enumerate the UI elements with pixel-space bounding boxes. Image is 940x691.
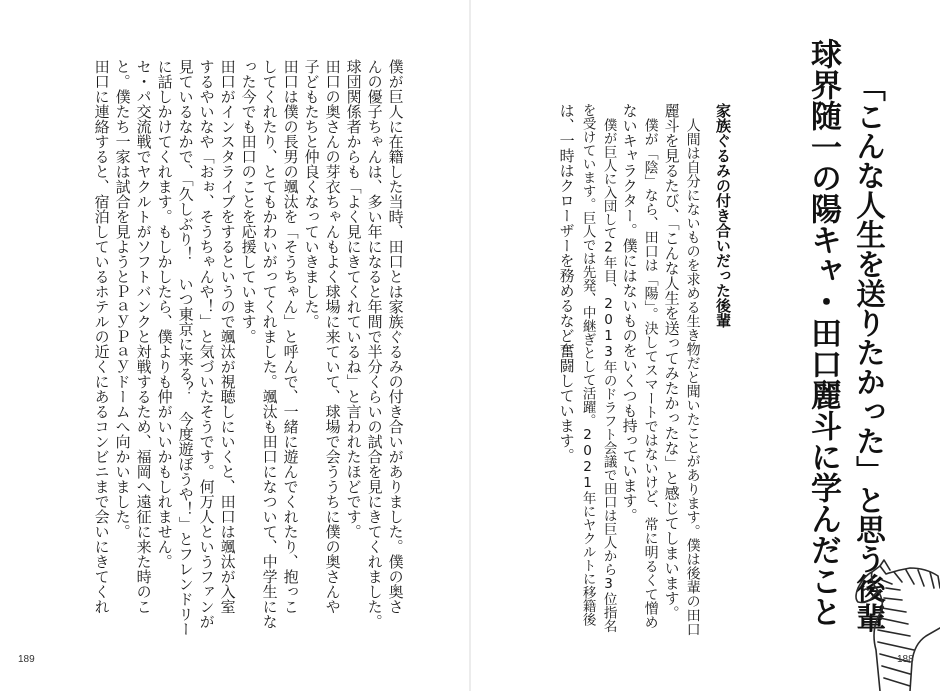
right-text-line-6: を受けています。巨人では先発、中継ぎとして活躍。2021年にヤクルトに移籍後	[579, 103, 596, 626]
right-text-line-1: 人間は自分にないものを求める生き物だと聞いたことがあります。僕は後輩の田口	[684, 118, 701, 636]
left-text-line-2: んの優子ちゃんは、多い年になると年間で半分くらいの試合を見にきてくれました。	[365, 59, 384, 629]
chapter-title-line-1: 「こんな人生を送りたかった」と思う後輩	[852, 72, 886, 633]
zebra-illustration	[810, 558, 940, 691]
left-text-line-6: 田口は僕の長男の颯汰を「そうちゃん」と呼んで、一緒に遊んでくれたり、抱っこ	[281, 59, 300, 614]
right-text-line-5: 僕が巨人に入団して2年目、2013年のドラフト会議で田口は巨人から3位指名	[600, 118, 617, 633]
left-text-line-12: に話しかけてくれます。もしかしたら、僕よりも仲がいいかもしれません。	[155, 59, 174, 569]
left-text-line-1: 僕が巨人に在籍した当時、田口とは家族ぐるみの付き合いがありました。僕の奥さ	[386, 59, 405, 614]
chapter-title-line-2: 球界随一の陽キャ・田口麗斗に学んだこと	[805, 38, 841, 627]
page-gutter	[469, 0, 471, 691]
left-text-line-8: った今でも田口のことを応援しています。	[239, 59, 258, 344]
section-subheading: 家族ぐるみの付き合いだった後輩	[714, 103, 732, 328]
page-number-right: 188	[897, 654, 914, 665]
page-number-left: 189	[18, 654, 35, 665]
right-text-line-7: は、一時はクローザーを務めるなど奮闘しています。	[557, 103, 576, 463]
left-text-line-4: 田口の奥さんの芽衣ちゃんもよく球場に来ていて、球場で会ううちに僕の奥さんや	[323, 59, 342, 614]
left-text-line-5: 子どもたちと仲良くなっていきました。	[302, 59, 321, 329]
left-text-line-11: 見ているなかで、「久しぶり！ いつ東京に来る？ 今度遊ぼうや！」とフレンドリー	[176, 59, 195, 637]
right-text-line-3: 僕が「陰」なら、田口は「陽」。決してスマートではないけど、常に明るくて憎め	[642, 118, 659, 629]
left-text-line-15: 田口に連絡すると、宿泊しているホテルの近くにあるコンビニまで会いにきてくれ	[92, 59, 111, 614]
left-text-line-10: するやいなや「おぉ、そうちゃんや！」と気づいたそうです。何万人というファンが	[197, 59, 216, 629]
right-text-line-4: ないキャラクター。僕にはないものをいくつも持っています。	[620, 103, 639, 523]
right-text-line-2: 麗斗を見るたび、「こんな人生を送ってみたかったな」と感じてしまいます。	[662, 103, 681, 621]
left-text-line-3: 球団関係者からも「よく見にきてくれているね」と言われたほどです。	[344, 59, 363, 539]
left-text-line-7: してくれたり、とてもかわいがってくれました。颯汰も田口になついて、中学生にな	[260, 59, 279, 629]
left-text-line-9: 田口がインスタライブをするというので颯汰が視聴しにいくと、田口は颯汰が入室	[218, 59, 237, 614]
left-text-line-14: と。僕たち一家は試合を見ようとＰａｙＰａｙドームへ向かいました。	[113, 59, 132, 539]
left-text-line-13: セ・パ交流戦でヤクルトがソフトバンクと対戦するため、福岡へ遠征に来た時のこ	[134, 59, 153, 614]
